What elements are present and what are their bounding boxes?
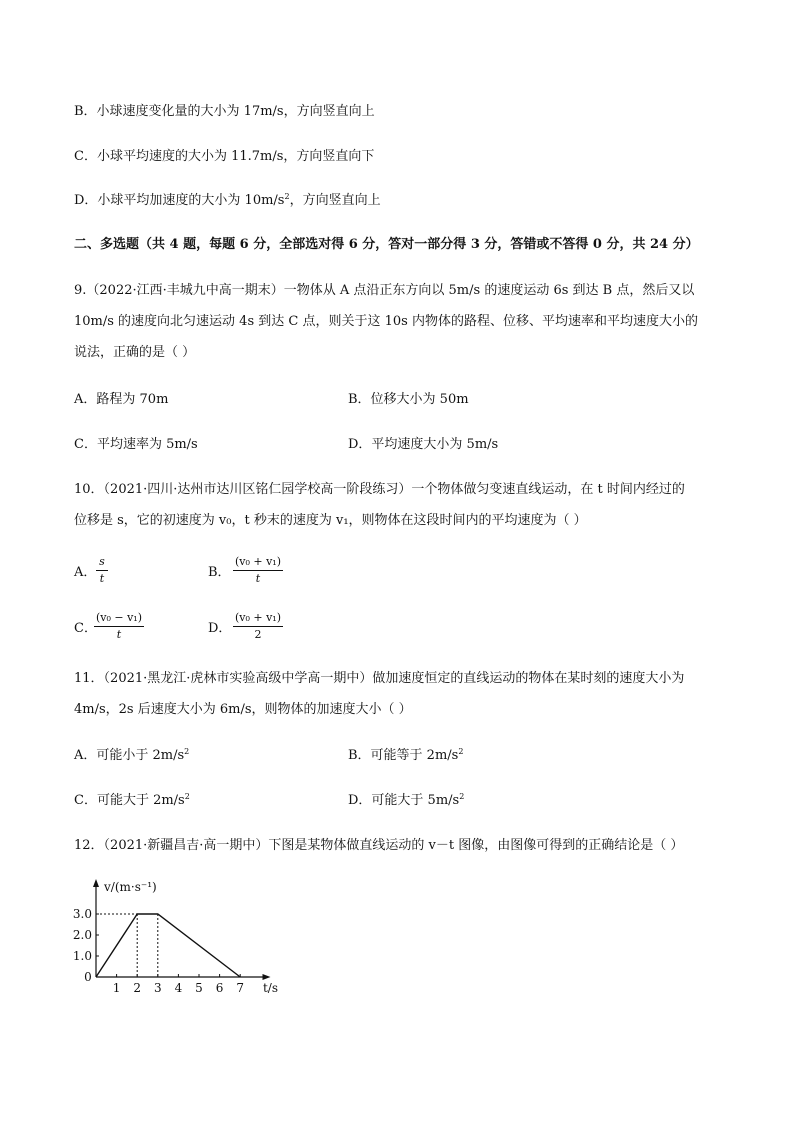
- q11-line1: 11．（2021·黑龙江·虎林市实验高级中学高一期中）做加速度恒定的直线运动的物体在某时刻的速度大小为: [74, 671, 685, 686]
- q10-option-c-denominator: t: [116, 628, 122, 641]
- y-tick-label-1.0: 1.0: [72, 949, 92, 963]
- q9-option-d: D．平均速度大小为 5m/s: [348, 437, 499, 452]
- q11-option-b: B．可能等于 $2m/s^2$: [348, 747, 464, 763]
- y-axis-label: v/(m·s⁻¹): [104, 880, 157, 894]
- prev-option-c: C．小球平均速度的大小为 11.7m/s，方向竖直向下: [74, 149, 375, 164]
- q9-option-b: B．位移大小为 50m: [348, 392, 469, 407]
- q12-line1: 12．（2021·新疆昌吉·高一期中）下图是某物体做直线运动的 v－t 图像，由图像可得到的正确结论是（ ）: [74, 838, 684, 853]
- q10-option-d-label: D．: [208, 621, 232, 636]
- series-line: [96, 914, 240, 977]
- x-tick-label-1: 1: [112, 981, 121, 995]
- q10-option-d-denominator: 2: [254, 628, 262, 641]
- q9-line1: 9.（2022·江西·丰城九中高一期末）一物体从 A 点沿正东方向以 5m/s 的速度运动 6s 到达 B 点，然后又以: [74, 283, 695, 298]
- prev-option-d: D．小球平均加速度的大小为 $10m/s^2$，方向竖直向上: [74, 192, 381, 208]
- q10-option-a-fraction: [96, 555, 108, 585]
- x-tick-label-7: 7: [236, 981, 245, 995]
- q10-option-b-fraction: [233, 555, 283, 585]
- x-axis-arrow: [263, 974, 271, 980]
- q9-line2: 10m/s 的速度向北匀速运动 4s 到达 C 点，则关于这 10s 内物体的路程、位移、平均速率和平均速度大小的: [74, 314, 698, 329]
- x-axis-label: t/s: [262, 981, 279, 995]
- q10-line2: 位移是 s，它的初速度为 v₀，t 秒末的速度为 v₁，则物体在这段时间内的平均速度为（ ）: [74, 513, 587, 528]
- y-axis-arrow: [93, 879, 99, 887]
- prev-option-b: B．小球速度变化量的大小为 17m/s，方向竖直向上: [74, 104, 375, 119]
- q10-option-c-numerator: (v₀ − v₁): [95, 611, 143, 624]
- x-tick-label-6: 6: [215, 981, 224, 995]
- q10-option-b-numerator: (v₀ + v₁): [234, 555, 282, 568]
- q10-option-b-denominator: t: [255, 572, 261, 585]
- x-tick-label-5: 5: [195, 981, 203, 995]
- q10-option-a-label: A．: [74, 565, 97, 580]
- q9-option-a: A．路程为 70m: [74, 392, 169, 407]
- vt-graph: [70, 875, 290, 1005]
- origin-label: 0: [84, 970, 92, 984]
- q10-option-b-label: B．: [208, 565, 231, 580]
- q11-option-c: C．可能大于 $2m/s^2$: [74, 792, 190, 808]
- q9-option-c: C．平均速率为 5m/s: [74, 437, 198, 452]
- q10-option-d-numerator: (v₀ + v₁): [234, 611, 282, 624]
- q10-option-a-denominator: t: [99, 572, 105, 585]
- q11-option-d: D．可能大于 $5m/s^2$: [348, 792, 465, 808]
- q11-line2: 4m/s，2s 后速度大小为 6m/s，则物体的加速度大小（ ）: [74, 702, 412, 717]
- q11-option-a: A．可能小于 $2m/s^2$: [74, 747, 190, 763]
- y-tick-label-3.0: 3.0: [72, 907, 92, 921]
- y-tick-label-2.0: 2.0: [72, 928, 92, 942]
- x-tick-label-4: 4: [174, 981, 183, 995]
- x-tick-label-2: 2: [133, 981, 142, 995]
- q10-option-c-label: C．: [74, 621, 97, 636]
- section-heading: 二、多选题（共 4 题，每题 6 分，全部选对得 6 分，答对一部分得 3 分，答错或不答得 0 分，共 24 分）: [74, 237, 699, 252]
- x-tick-label-3: 3: [153, 981, 162, 995]
- q10-option-c-fraction: [94, 611, 144, 641]
- q10-option-a-numerator: s: [99, 555, 105, 568]
- q10-option-d-fraction: [233, 611, 283, 641]
- q10-line1: 10．（2021·四川·达州市达川区铭仁园学校高一阶段练习）一个物体做匀变速直线运动，在 t 时间内经过的: [74, 482, 685, 497]
- q9-line3: 说法，正确的是（ ）: [74, 345, 196, 360]
